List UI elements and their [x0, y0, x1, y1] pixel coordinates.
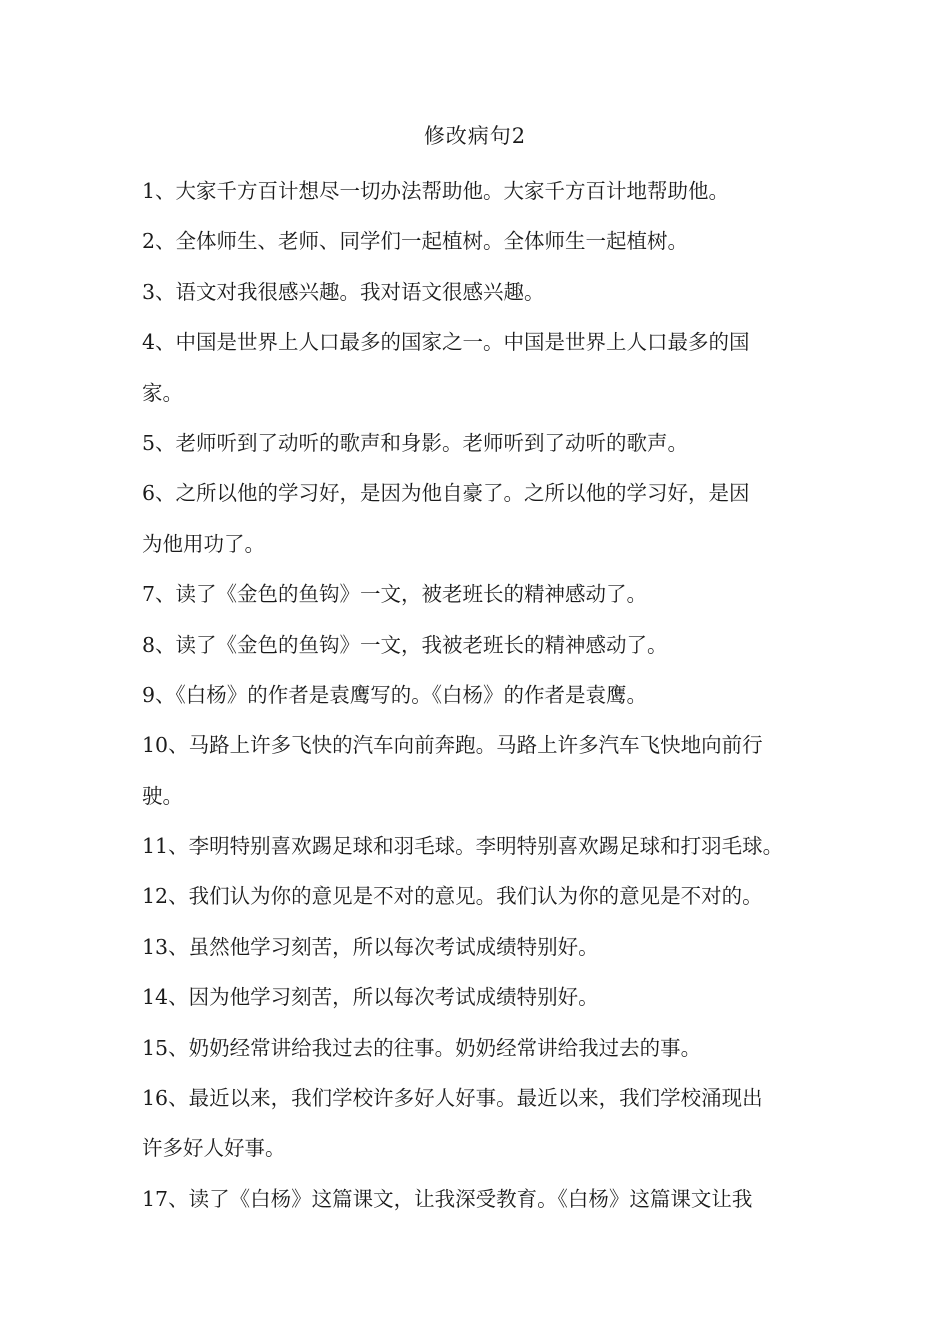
text-line: 8、读了《金色的鱼钩》一文，我被老班长的精神感动了。 — [142, 632, 668, 657]
text-line: 14、因为他学习刻苦，所以每次考试成绩特别好。 — [142, 985, 599, 1010]
text-line: 7、读了《金色的鱼钩》一文，被老班长的精神感动了。 — [142, 582, 648, 607]
text-line: 13、虽然他学习刻苦，所以每次考试成绩特别好。 — [142, 934, 599, 959]
text-line: 家。 — [142, 380, 183, 405]
text-line: 1、大家千方百计想尽一切办法帮助他。大家千方百计地帮助他。 — [142, 179, 730, 203]
text-line: 6、之所以他的学习好，是因为他自豪了。之所以他的学习好，是因 — [142, 481, 750, 506]
text-line: 3、语文对我很感兴趣。我对语文很感兴趣。 — [142, 279, 545, 304]
text-line: 16、最近以来，我们学校许多好人好事。最近以来，我们学校涌现出 — [142, 1086, 763, 1111]
text-line: 9、《白杨》的作者是袁鹰写的。《白杨》的作者是袁鹰。 — [142, 682, 648, 707]
document-body — [142, 166, 808, 1224]
text-line: 12、我们认为你的意见是不对的意见。我们认为你的意见是不对的。 — [142, 884, 763, 909]
text-line: 为他用功了。 — [142, 531, 265, 556]
text-line: 11、李明特别喜欢踢足球和羽毛球。李明特别喜欢踢足球和打羽毛球。 — [142, 834, 784, 859]
text-line: 15、奶奶经常讲给我过去的往事。奶奶经常讲给我过去的事。 — [142, 1035, 702, 1060]
text-line: 10、马路上许多飞快的汽车向前奔跑。马路上许多汽车飞快地向前行 — [142, 733, 763, 758]
text-line: 4、中国是世界上人口最多的国家之一。中国是世界上人口最多的国 — [142, 330, 750, 355]
text-line: 17、读了《白杨》这篇课文，让我深受教育。《白杨》这篇课文让我 — [142, 1186, 753, 1211]
text-line: 2、全体师生、老师、同学们一起植树。全体师生一起植树。 — [142, 229, 689, 254]
text-line: 驶。 — [142, 783, 183, 808]
text-line: 许多好人好事。 — [142, 1136, 286, 1161]
page-title: 修改病句2 — [423, 124, 527, 148]
text-line: 5、老师听到了动听的歌声和身影。老师听到了动听的歌声。 — [142, 430, 689, 455]
